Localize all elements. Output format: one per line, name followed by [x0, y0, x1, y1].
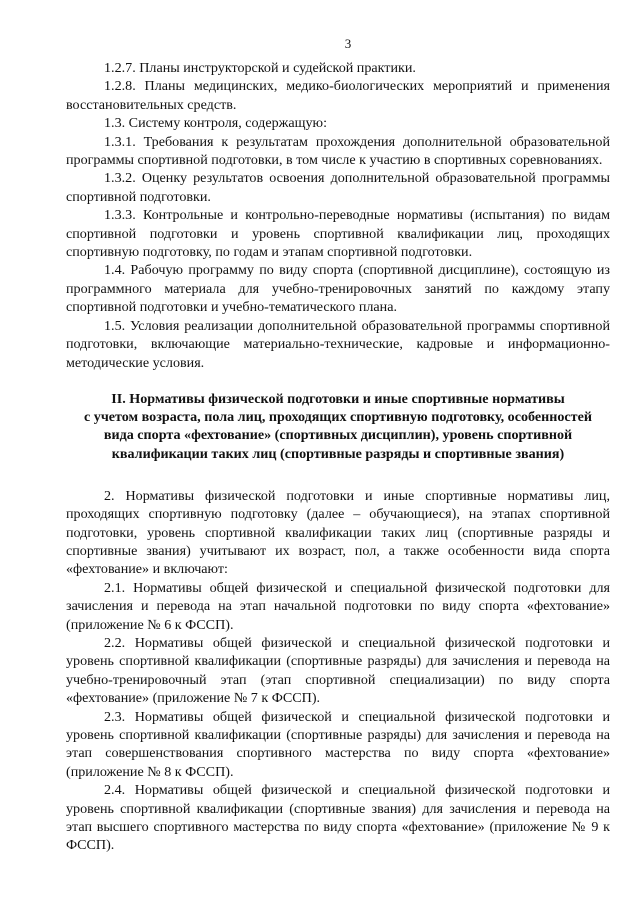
- paragraph-1-2-8: 1.2.8. Планы медицинских, медико-биологических мероприятий и применения восстановительных средств.: [66, 78, 610, 113]
- paragraph-1-2-7: 1.2.7. Планы инструкторской и судейской практики.: [104, 60, 416, 76]
- section-heading-line-1: II. Нормативы физической подготовки и иные спортивные нормативы: [111, 390, 565, 407]
- paragraph-1-5: 1.5. Условия реализации дополнительной образовательной программы спортивной подготовки, включающие материально-технические, кадровые и информационно-методические условия.: [66, 317, 610, 371]
- paragraph-2-1: 2.1. Нормативы общей физической и специальной физической подготовки для зачисления и перевода на этап начальной подготовки по виду спорта «фехтование» (приложение № 6 к ФССП).: [66, 579, 610, 633]
- paragraph-1-3: 1.3. Систему контроля, содержащую:: [104, 115, 327, 132]
- paragraph-1-3-1: 1.3.1. Требования к результатам прохождения дополнительной образовательной программы спортивной подготовки, в том числе к участию в спортивных соревнованиях.: [66, 133, 610, 169]
- paragraph-2-3: 2.3. Нормативы общей физической и специальной физической подготовки и уровень спортивной квалификации (спортивные разряды) для зачисления и перевода на этап совершенствования спортивного мастерства по виду спорта «фехтование» (приложение № 8 к ФССП).: [66, 708, 610, 780]
- section-heading-line-3: вида спорта «фехтование» (спортивных дисциплин), уровень спортивной: [103, 427, 573, 444]
- section-heading: [66, 390, 610, 463]
- paragraph-1-4: 1.4. Рабочую программу по виду спорта (спортивной дисциплине), состоящую из программного материала для учебно-тренировочных занятий по каждому этапу спортивной подготовки и учебно-тематического плана.: [66, 262, 610, 316]
- paragraph-1-3-2: 1.3.2. Оценку результатов освоения дополнительной образовательной программы спортивной подготовки.: [66, 170, 610, 205]
- section-heading-line-4: квалификации таких лиц (спортивные разряды и спортивные звания): [111, 445, 565, 462]
- paragraph-2: 2. Нормативы физической подготовки и иные спортивные нормативы лиц, проходящих спортивную подготовку (далее – обучающиеся), на этапах спортивной подготовки, уровень спортивной квалификации таких лиц (спортивные разряды и спортивные звания) учитывают их возраст, пол, а также особенности вида спорта «фехтование» и включают:: [66, 487, 610, 578]
- paragraph-1-3-3: 1.3.3. Контрольные и контрольно-переводные нормативы (испытания) по видам спортивной подготовки и уровень спортивной квалификации лиц, проходящих спортивную подготовку, по годам и этапам спортивной подготовки.: [66, 207, 610, 261]
- paragraph-2-4: 2.4. Нормативы общей физической и специальной физической подготовки и уровень спортивной квалификации (спортивные звания) для зачисления и перевода на этап высшего спортивного мастерства по виду спорта «фехтование» (приложение № 9 к ФССП).: [66, 782, 610, 854]
- page-number: 3: [344, 36, 352, 51]
- document-body: [66, 59, 610, 855]
- paragraph-2-2: 2.2. Нормативы общей физической и специальной физической подготовки и уровень спортивной квалификации (спортивные разряды) для зачисления и перевода на учебно-тренировочный этап (этап спортивной специализации) по виду спорта «фехтование» (приложение № 7 к ФССП).: [66, 634, 610, 707]
- section-heading-line-2: с учетом возраста, пола лиц, проходящих спортивную подготовку, особенностей: [84, 409, 592, 426]
